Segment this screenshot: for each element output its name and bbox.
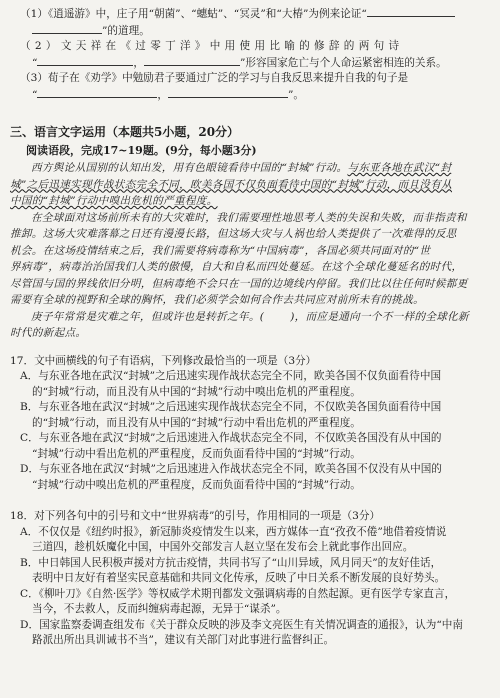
- passage-line: 机会。在这场疫情结束之后，我们需要将病毒称为“中国病毒”，各国必须共同面对的“世: [10, 244, 431, 257]
- quote-open: “: [32, 88, 38, 101]
- option-c-cont: 当今，不去救人，反而纠缠病毒起源，无异于“谋杀”。: [32, 603, 287, 615]
- item-3-line-1: [10, 71, 486, 87]
- section-title: 三、语言文字运用（本题共5小题，20分）: [10, 125, 240, 139]
- passage-line: [10, 177, 486, 194]
- item-3-line-2: [10, 87, 486, 104]
- quote-close: ”。: [288, 88, 305, 101]
- passage-line: [10, 193, 486, 210]
- answer-blank[interactable]: [37, 87, 157, 98]
- item-1-text: （1）《逍遥游》中，庄子用“朝菌”、“蟪蛄”、“冥灵”和“大椿”为例来论证“: [20, 8, 367, 20]
- question-stem: 18．对下列各句中的引号和文中“世界病毒”的引号，作用相同的一项是（3分）: [10, 510, 381, 522]
- option-d[interactable]: D．与东亚各地在武汉“封城”之后迅速进入作战状态完全不同，欧美各国不仅没有从中国的: [20, 463, 442, 475]
- fill-in-section: [10, 6, 486, 103]
- question-17: [10, 354, 486, 494]
- spacer: [10, 493, 486, 509]
- quote-open: “: [32, 56, 38, 69]
- option-b[interactable]: B．与东亚各地在武汉“封城”之后迅速实现作战状态完全不同，不仅欧美各国负面看待中国: [20, 401, 442, 413]
- item-1-tail: ”的道理。: [102, 24, 150, 37]
- item-2-line-2: “ ， ”形容国家危亡与个人命运紧密相连的关系。: [32, 56, 447, 69]
- option-b-cont: 表明中日友好有着坚实民意基础和共同文化传承，反映了中日关系不断发展的良好势头。: [32, 572, 446, 584]
- option-c-cont: “封城”行动中看出危机的严重程度，反而负面看待中国的“封城”行动。: [32, 447, 361, 460]
- passage-line: 西方舆论从国别的认知出发，用有色眼镜看待中国的“封城”行动。与东亚各地在武汉“封: [31, 162, 452, 174]
- underlined-sentence: 中国的“封城”行动中嗅出危机的严重程度。: [10, 195, 218, 207]
- passage-line: 界病毒”，病毒治治国我们人类的傲慢，自大和自私而四处蔓延。在这个全球化蔓延名的时代，: [10, 261, 463, 273]
- passage-line: 时代的新起点。: [10, 327, 87, 339]
- section-subtitle: 阅读语段，完成17~19题。(9分，每小题3分): [26, 144, 257, 157]
- option-a-cont: 三道四，趁机妖魔化中国，中国外交部发言人赵立坚在发布会上就此事作出回应。: [32, 541, 414, 553]
- question-18: [10, 509, 486, 649]
- item-2-line-1: [10, 39, 486, 55]
- passage-line: 尽管国与国的界线依旧分明，但病毒绝不会只在一国的边境线内停留。我们比以往任何时候都更: [10, 277, 468, 290]
- answer-blank[interactable]: [367, 6, 455, 17]
- option-d[interactable]: D．国家监察委调查组发布《关于群众反映的涉及李文亮医生有关情况调查的通报》，认为“中南: [20, 618, 463, 631]
- item-1-line-2: [10, 23, 486, 40]
- option-d-cont: “封城”行动中嗅出危机的严重程度，反而负面看待中国的“封城”行动。: [32, 478, 361, 491]
- option-a[interactable]: A．不仅仅是《纽约时报》，新冠肺炎疫情发生以来，西方媒体一直“孜孜不倦”地借着疫情说: [20, 525, 447, 538]
- passage-line: 庚子年常常是灾难之年，但或许也是转折之年。( )，而应是通向一个不一样的全球化新: [31, 310, 469, 323]
- item-3-text: （3）荀子在《劝学》中勉励君子要通过广泛的学习与自我反思来提升自我的句子是: [20, 72, 409, 84]
- option-c[interactable]: C．与东亚各地在武汉“封城”之后迅速进入作战状态完全不同，不仅欧美各国没有从中国的: [20, 432, 442, 444]
- answer-blank[interactable]: [37, 55, 133, 66]
- comma: ，: [157, 88, 169, 101]
- option-b[interactable]: B．中日韩国人民积极声援对方抗击疫情，共同书写了“山川异域，风月同天”的友好佳话，: [20, 556, 442, 569]
- option-b-cont: 的“封城”行动，而且没有从中国的“封城”行动中看出危机的严重程度。: [32, 416, 361, 429]
- answer-blank[interactable]: [168, 87, 288, 98]
- option-d-cont: 路派出所出具训诫书不当”，建议有关部门对此事进行监督纠正。: [32, 634, 335, 646]
- item-1-line-1: [10, 6, 486, 23]
- answer-blank[interactable]: [144, 55, 240, 66]
- passage-line: 推卸。这场大灾难落幕之日还有漫漫长路，但这场大灾与人祸也给人类提供了一次难得的反思: [10, 228, 457, 240]
- reading-passage: [10, 160, 486, 342]
- item-2-tail: ”形容国家危亡与个人命运紧密相连的关系。: [240, 56, 447, 69]
- option-a-cont: 的“封城”行动，而且没有从中国的“封城”行动中嗅出危机的严重程度。: [32, 385, 361, 398]
- question-stem: 17．文中画横线的句子有语病，下列修改最恰当的一项是（3分）: [10, 354, 317, 367]
- answer-blank[interactable]: [32, 23, 102, 34]
- passage-line: 需要有全球的视野和全球的胸怀，我们必须学会如何合作去共同应对前所未有的挑战。: [10, 294, 424, 306]
- option-c[interactable]: C．《柳叶刀》《自然·医学》等权威学术期刊都发文强调病毒的自然起源。更有医学专家直言，: [20, 587, 456, 600]
- underlined-sentence: 城”之后迅速实现作战状态完全不同，欧美各国不仅负面看待中国的“封城”行动，而且没有从: [10, 178, 452, 191]
- item-2-text: （2）文天祥在《过零丁洋》中用使用比喻的修辞的两句诗: [20, 40, 404, 52]
- spacer: [10, 342, 486, 354]
- option-a[interactable]: A．与东亚各地在武汉“封城”之后迅速实现作战状态完全不同，欧美各国不仅负面看待中国: [20, 370, 442, 382]
- passage-line: 在全球面对这场前所未有的大灾难时，我们需要理性地思考人类的失误和失败，而非指责和: [31, 211, 467, 224]
- underlined-sentence: 与东亚各地在武汉“封: [347, 162, 452, 174]
